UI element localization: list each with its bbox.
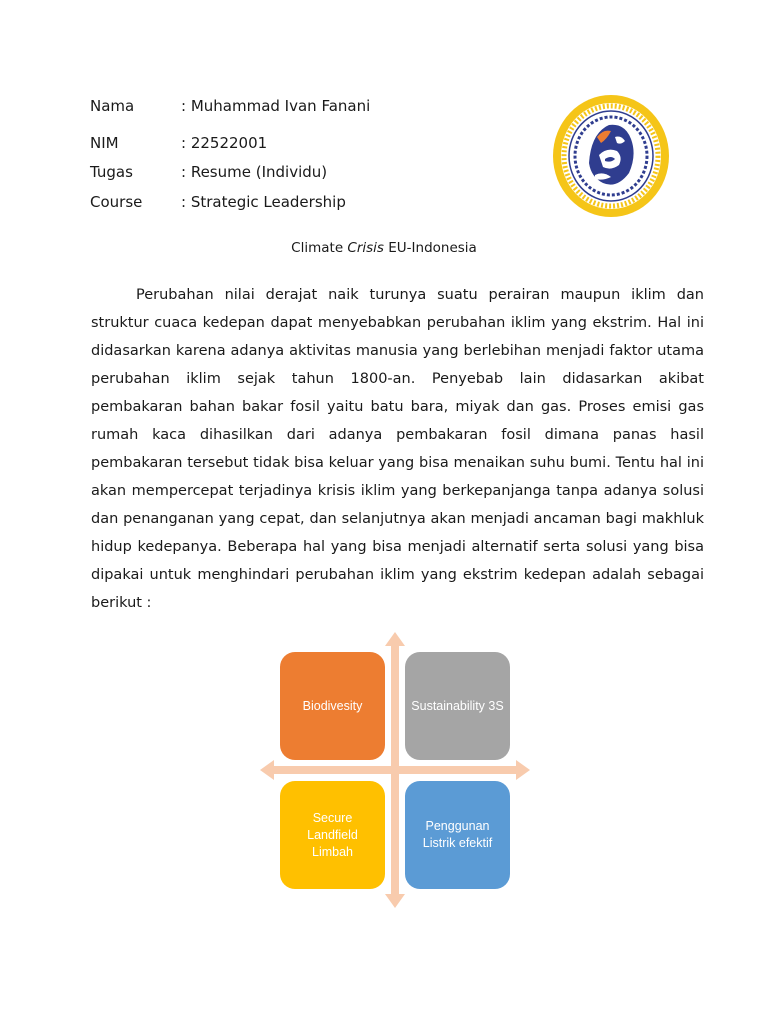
quadrant-label: Sustainability 3S	[411, 698, 504, 713]
info-label: Tugas	[90, 163, 133, 181]
info-value: : 22522001	[181, 134, 268, 152]
paragraph-text: Perubahan nilai derajat naik turunya suatu perairan maupun iklim dan struktur cuaca kedepan dapat menyebabkan perubahan iklim yang ekstrim. Hal ini didasarkan karena adanya aktivitas manusia yang berlebihan menjadi faktor utama perubahan iklim sejak tahun 1800-an. Penyebab lain didasarkan akibat pembakaran bahan bakar fosil yaitu batu bara, miyak dan gas. Proses emisi gas rumah kaca dihasilkan dari adanya pembakaran fosil dimana panas hasil pembakaran tersebut tidak bisa keluar yang bisa menaikan suhu bumi. Tentu hal ini akan mempercepat terjadinya krisis iklim yang berkepanjanga tanpa adanya solusi dan penanganan yang cepat, dan selanjutnya akan menjadi ancaman bagi makhluk hidup kedepanya. Beberapa hal yang bisa menjadi alternatif serta solusi yang bisa dipakai untuk menghindari perubahan iklim yang ekstrim kedepan adalah sebagai berikut :	[91, 287, 704, 611]
quadrant-label: Biodivesity	[302, 698, 363, 713]
info-value: : Muhammad Ivan Fanani	[181, 97, 371, 115]
down-arrowhead	[385, 894, 405, 908]
quadrant-biodiversity	[280, 652, 385, 760]
right-arrowhead	[516, 760, 530, 780]
title-italic: Crisis	[347, 240, 384, 256]
title-suffix: EU-Indonesia	[383, 240, 477, 256]
up-arrowhead	[385, 632, 405, 646]
info-label: Course	[90, 193, 143, 211]
info-value: : Resume (Individu)	[181, 163, 328, 181]
solutions-diagram	[258, 630, 532, 910]
quadrant-secure-landfield	[280, 781, 385, 889]
info-value: : Strategic Leadership	[181, 193, 346, 211]
document-title	[0, 239, 768, 257]
body-paragraph	[91, 281, 704, 617]
quadrant-sustainability	[405, 652, 510, 760]
title-prefix: Climate	[291, 240, 348, 256]
info-label: NIM	[90, 134, 119, 152]
quadrant-label: Secure Landfield Limbah	[307, 810, 358, 859]
quadrant-label: Penggunan Listrik efektif	[422, 819, 493, 850]
quadrant-listrik	[405, 781, 510, 889]
left-arrowhead	[260, 760, 274, 780]
info-label: Nama	[90, 97, 135, 115]
horizontal-arrow-shaft	[272, 766, 518, 774]
university-seal-icon	[551, 93, 671, 219]
